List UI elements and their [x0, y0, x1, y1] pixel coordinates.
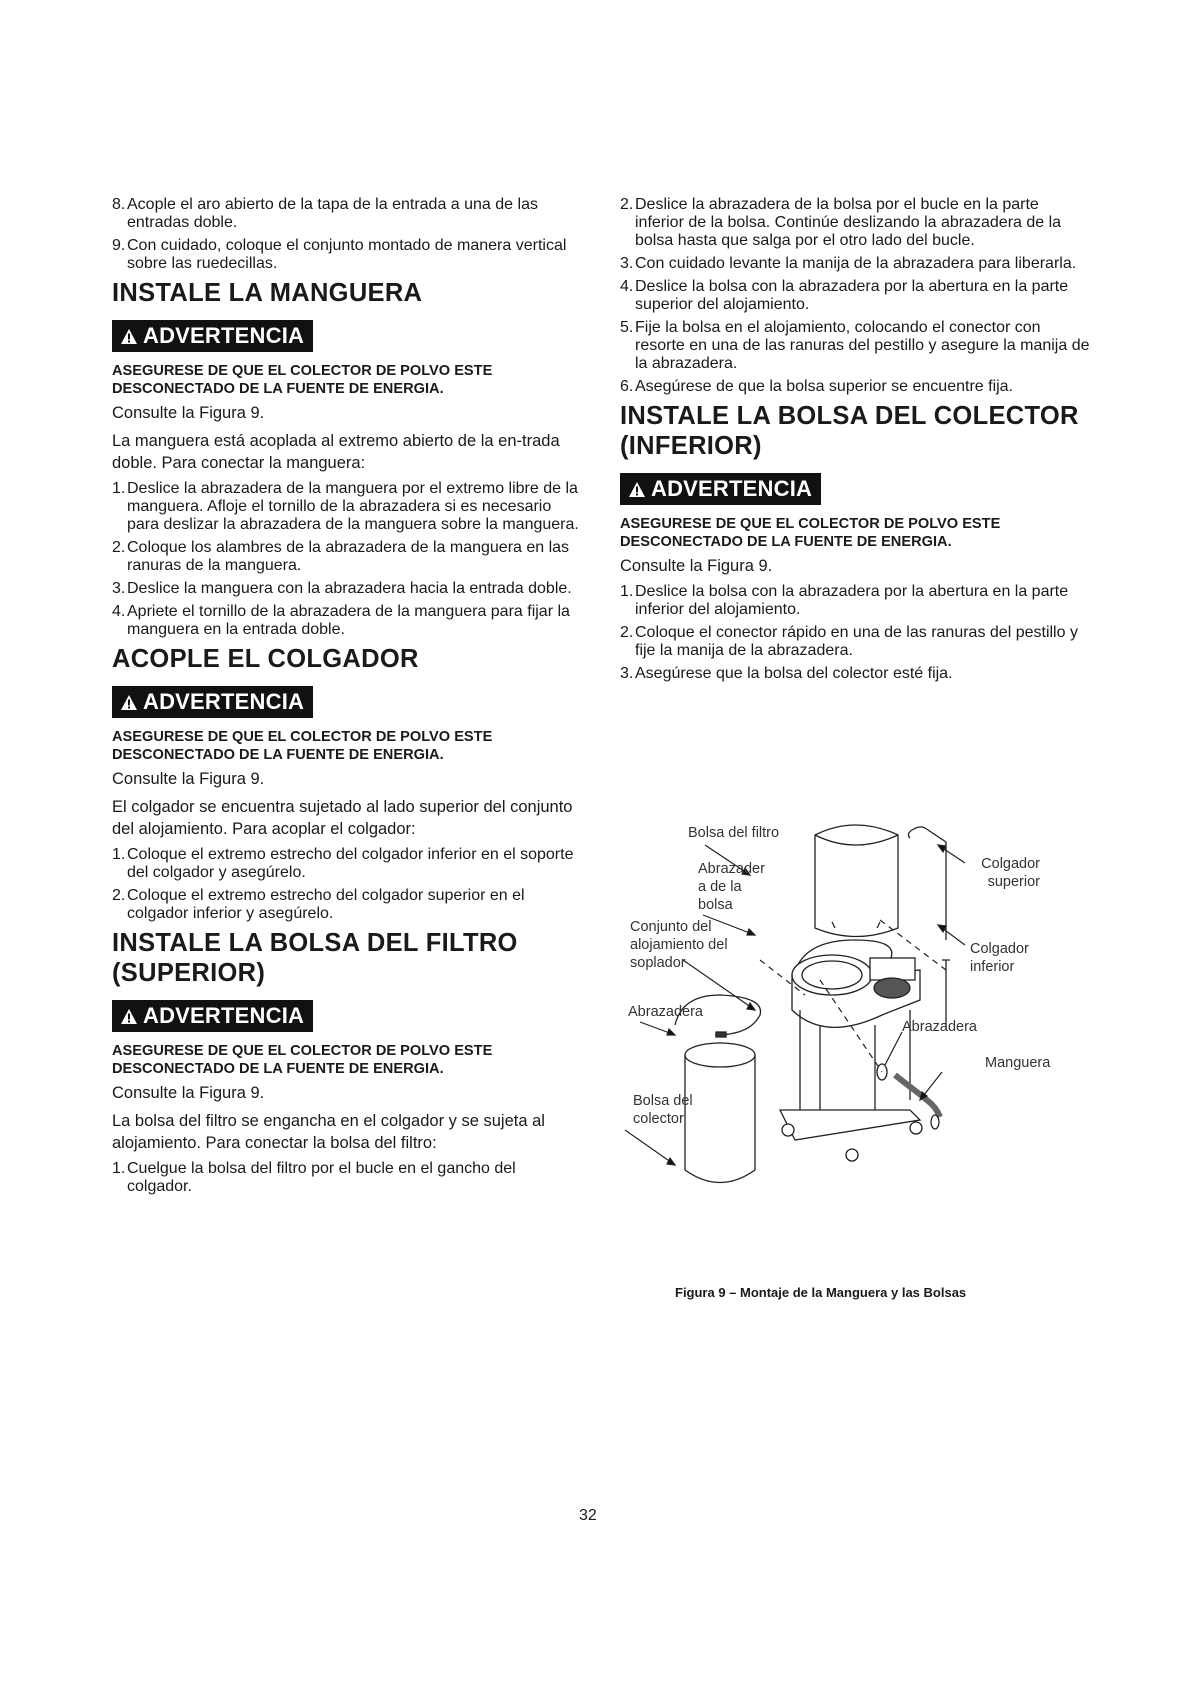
warning-text: ASEGURESE DE QUE EL COLECTOR DE POLVO ESTE DESCONECTADO DE LA FUENTE DE ENERGIA.	[112, 363, 493, 397]
warning-triangle-icon	[120, 1008, 138, 1025]
warning-triangle-icon	[628, 481, 646, 498]
label-conjunto-alojamiento: Conjunto del alojamiento del soplador	[630, 919, 728, 971]
left-column	[112, 196, 582, 1201]
label-abrazadera-bolsa: Abrazader a de la bolsa	[698, 861, 765, 913]
upper-hanger-illustration	[912, 827, 946, 940]
label-colgador-inferior: Colgador inferior	[970, 941, 1029, 975]
filter-bag-illustration	[815, 825, 898, 937]
list-item: 9. Con cuidado, coloque el conjunto montado de manera vertical sobre las ruedecillas.	[112, 237, 567, 272]
warning-text: ASEGURESE DE QUE EL COLECTOR DE POLVO ESTE DESCONECTADO DE LA FUENTE DE ENERGIA.	[112, 1043, 493, 1077]
list-item: 3. Con cuidado levante la manija de la abrazadera para liberarla.	[620, 255, 1077, 272]
list-item: 2. Coloque el conector rápido en una de las ranuras del pestillo y fije la manija de la abrazadera.	[620, 624, 1078, 659]
list-item: 6. Asegúrese de que la bolsa superior se encuentre fija.	[620, 378, 1014, 395]
label-bolsa-colector: Bolsa del colector	[633, 1093, 693, 1127]
warning-triangle-icon	[120, 694, 138, 711]
section-title-manguera: INSTALE LA MANGUERA	[112, 279, 423, 307]
list-item: 8. Acople el aro abierto de la tapa de la entrada a una de las entradas doble.	[112, 196, 538, 231]
list-item: 1. Cuelgue la bolsa del filtro por el bucle en el gancho del colgador.	[112, 1160, 516, 1195]
list-item: 4. Apriete el tornillo de la abrazadera de la manguera para fijar la manguera en la entrada doble.	[112, 603, 570, 638]
paragraph: La manguera está acoplada al extremo abierto de la en-trada doble. Para conectar la manguera:	[112, 432, 560, 472]
figure-reference: Consulte la Figura 9.	[112, 770, 265, 788]
figure-9	[620, 810, 1090, 1290]
list-item: 1. Deslice la bolsa con la abrazadera por la abertura en la parte inferior del alojamiento.	[620, 583, 1069, 618]
page-number: 32	[579, 1507, 597, 1524]
figure-reference: Consulte la Figura 9.	[620, 557, 773, 575]
warning-triangle-icon	[120, 328, 138, 345]
figure-caption: Figura 9 – Montaje de la Manguera y las Bolsas	[675, 1285, 967, 1300]
list-item: 4. Deslice la bolsa con la abrazadera por la abertura en la parte superior del alojamiento.	[620, 278, 1069, 313]
section-title-colector: INSTALE LA BOLSA DEL COLECTOR (INFERIOR)	[620, 402, 1079, 460]
warning-text: ASEGURESE DE QUE EL COLECTOR DE POLVO ESTE DESCONECTADO DE LA FUENTE DE ENERGIA.	[112, 729, 493, 763]
label-bolsa-filtro: Bolsa del filtro	[688, 825, 780, 841]
warning-badge: ADVERTENCIA	[112, 1000, 313, 1032]
paragraph: La bolsa del filtro se engancha en el colgador y se sujeta al alojamiento. Para conectar la bolsa del filtro:	[112, 1112, 545, 1152]
figure-reference: Consulte la Figura 9.	[112, 1084, 265, 1102]
right-column	[620, 196, 1090, 688]
paragraph: El colgador se encuentra sujetado al lado superior del conjunto del alojamiento. Para acoplar el colgador:	[112, 798, 573, 838]
label-colgador-superior: Colgador superior	[981, 856, 1040, 890]
section-title-filtro: INSTALE LA BOLSA DEL FILTRO (SUPERIOR)	[112, 929, 518, 987]
list-item: 2. Deslice la abrazadera de la bolsa por el bucle en la parte inferior de la bolsa. Continúe deslizando la abrazadera de la bolsa hasta que salga por el otro lado del bucle.	[620, 196, 1062, 249]
label-manguera: Manguera	[985, 1055, 1051, 1071]
list-item: 2. Coloque el extremo estrecho del colgador superior en el colgador inferior y asegúrelo.	[112, 887, 525, 922]
label-abrazadera-right: Abrazadera	[902, 1019, 977, 1035]
list-item: 2. Coloque los alambres de la abrazadera de la manguera en las ranuras de la manguera.	[112, 539, 570, 574]
blower-housing-illustration	[780, 955, 922, 1161]
figure-reference: Consulte la Figura 9.	[112, 404, 265, 422]
list-item: 3. Deslice la manguera con la abrazadera hacia la entrada doble.	[112, 580, 572, 597]
warning-badge: ADVERTENCIA	[620, 473, 821, 505]
list-item: 5. Fije la bolsa en el alojamiento, colocando el conector con resorte en una de las ranuras del pestillo y asegure la manija de la abrazadera.	[620, 319, 1090, 372]
warning-badge: ADVERTENCIA	[112, 320, 313, 352]
list-item: 1. Deslice la abrazadera de la manguera por el extremo libre de la manguera. Afloje el tornillo de la abrazadera si es necesario para deslizar la abrazadera de la manguera sobre la manguera.	[112, 480, 579, 533]
warning-badge: ADVERTENCIA	[112, 686, 313, 718]
section-title-colgador: ACOPLE EL COLGADOR	[112, 645, 419, 673]
label-abrazadera-left: Abrazadera	[628, 1004, 703, 1020]
list-item: 3. Asegúrese que la bolsa del colector esté fija.	[620, 665, 953, 682]
list-item: 1. Coloque el extremo estrecho del colgador inferior en el soporte del colgador y asegúrelo.	[112, 846, 574, 881]
warning-text: ASEGURESE DE QUE EL COLECTOR DE POLVO ESTE DESCONECTADO DE LA FUENTE DE ENERGIA.	[620, 516, 1001, 550]
